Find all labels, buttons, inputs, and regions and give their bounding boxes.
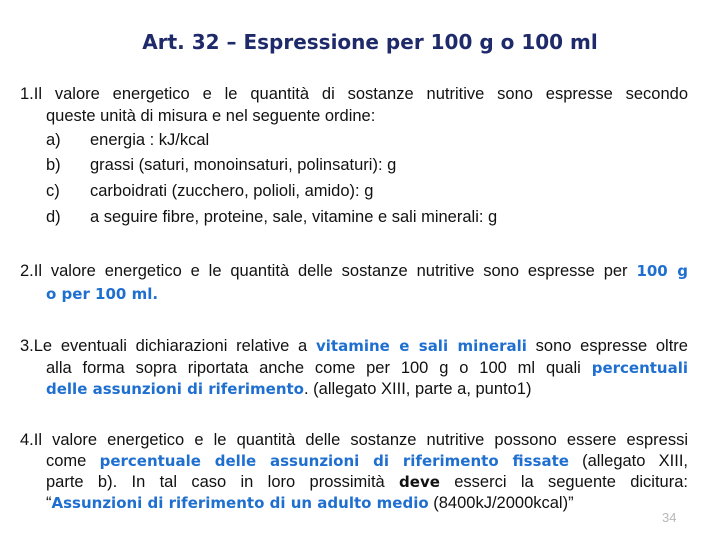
p2-line2 <box>46 284 688 304</box>
slide-title: Art. 32 – Espressione per 100 g o 100 ml <box>142 30 598 54</box>
text: (allegato XIII, <box>582 452 688 470</box>
item-text: carboidrati (zucchero, polioli, amido): g <box>90 182 374 200</box>
highlight: vitamine e sali minerali <box>315 337 527 355</box>
highlight: 100 g <box>636 262 688 280</box>
item-text: grassi (saturi, monoinsaturi, polinsaturi): g <box>90 156 397 174</box>
highlight: o per 100 ml. <box>46 285 159 303</box>
text: “ <box>46 494 52 512</box>
p3-line2 <box>46 358 688 378</box>
p2-line1 <box>20 261 688 281</box>
text: (8400kJ/2000kcal)” <box>433 494 574 512</box>
item-label: a) <box>46 131 61 149</box>
bold-text: deve <box>399 473 440 491</box>
p1-line1: 1.Il valore energetico e le quantità di sostanze nutritive sono espresse secondo <box>20 85 688 103</box>
item-text: a seguire fibre, proteine, sale, vitamine e sali minerali: g <box>90 208 498 226</box>
highlight: delle assunzioni di riferimento <box>46 380 304 398</box>
text: 2.Il valore energetico e le quantità delle sostanze nutritive sono espresse per <box>20 262 628 280</box>
p1-line2: queste unità di misura e nel seguente ordine: <box>46 107 376 125</box>
text: come <box>46 452 87 470</box>
p4-line1: 4.Il valore energetico e le quantità delle sostanze nutritive possono essere espressi <box>20 431 688 449</box>
highlight: percentuale delle assunzioni di riferimento fissate <box>99 452 569 470</box>
text: parte b). In tal caso in loro prossimità <box>46 473 385 491</box>
p4-line3 <box>46 472 688 492</box>
p4-line4 <box>46 493 688 513</box>
item-label: d) <box>46 208 61 226</box>
item-label: b) <box>46 156 61 174</box>
p4-line2 <box>46 451 688 471</box>
page-number: 34 <box>662 510 677 525</box>
text: esserci la seguente dicitura: <box>454 473 688 491</box>
text: alla forma sopra riportata anche come per 100 g o 100 ml quali <box>46 359 581 377</box>
p3-line3 <box>46 379 688 399</box>
item-label: c) <box>46 182 60 200</box>
item-text: energia : kJ/kcal <box>90 131 210 149</box>
highlight: percentuali <box>591 359 689 377</box>
text: . (allegato XIII, parte a, punto1) <box>303 380 532 398</box>
p3-line1 <box>20 336 688 356</box>
text: 3.Le eventuali dichiarazioni relative a <box>20 337 308 355</box>
highlight: Assunzioni di riferimento di un adulto medio <box>51 494 429 512</box>
text: sono espresse oltre <box>535 337 688 355</box>
